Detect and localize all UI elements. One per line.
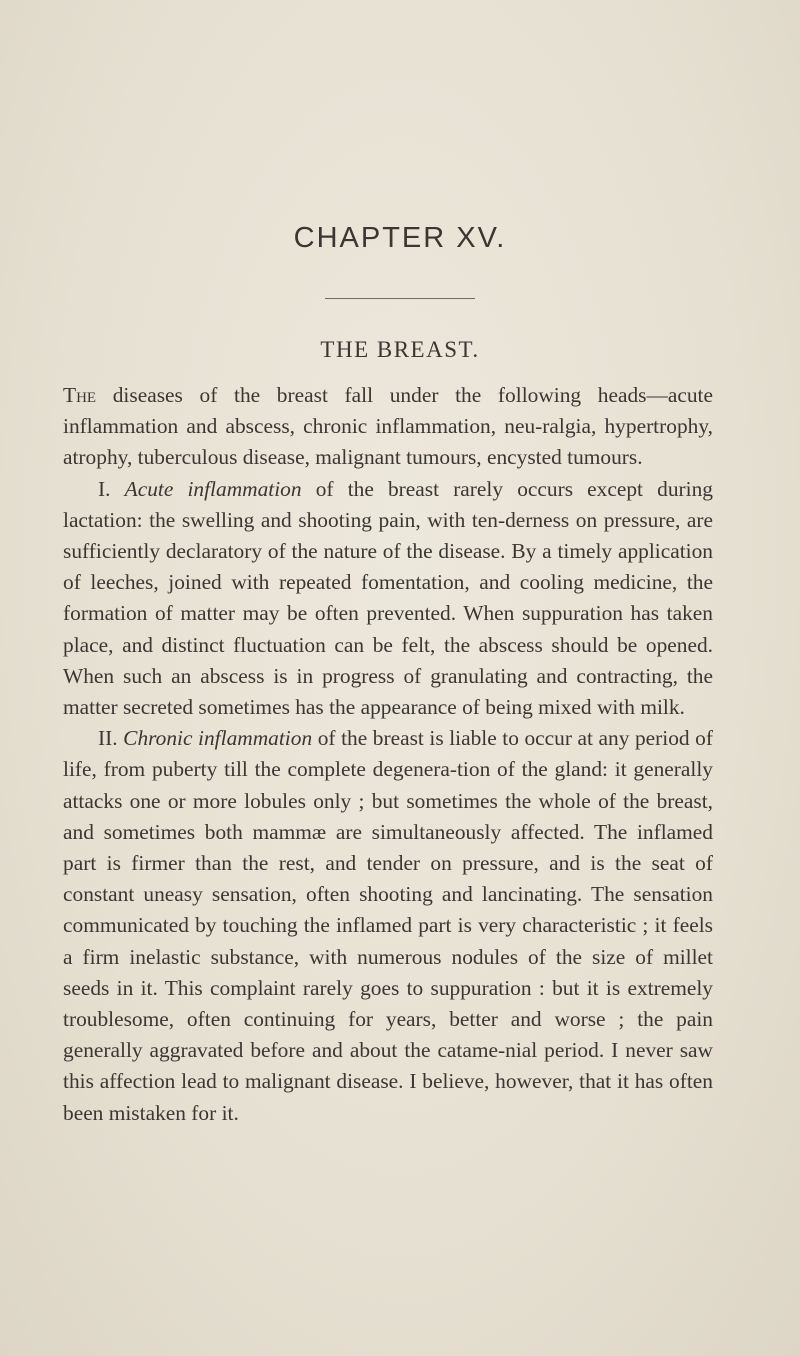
paragraph-intro-lead: The [63, 383, 97, 407]
chapter-title: CHAPTER XV. [293, 222, 507, 254]
paragraph-intro [63, 380, 713, 474]
paragraph-text: of the breast is liable to occur at any period of life, from puberty till the complete degenera-tion of the gland: it generally attacks one or more lobules only ; but sometimes the whole of the breast, and sometimes both mammæ are simultaneously affected. The inflamed part is firmer than the rest, and tender on pressure, and is the seat of constant uneasy sensation, often shooting and lancinating. The sensation communicated by touching the inflamed part is very characteristic ; it feels a firm inelastic substance, with numerous nodules of the size of millet seeds in it. This complaint rarely goes to suppuration : but it is extremely troublesome, often continuing for years, better and worse ; the pain generally aggravated before and about the catame-nial period. I never saw this affection lead to malignant disease. I believe, however, that it has often been mistaken for it. [63, 726, 713, 1125]
paragraph-chronic-inflammation [63, 723, 713, 1129]
paragraph-text: of the breast rarely occurs except during lactation: the swelling and shooting pain, with ten-derness on pressure, are sufficiently declaratory of the nature of the disease. By a timely application of leeches, joined with repeated fomentation, and cooling medicine, the formation of matter may be often prevented. When suppuration has taken place, and distinct fluctuation can be felt, the abscess should be opened. When such an abscess is in progress of granulating and contracting, the matter secreted sometimes has the appearance of being mixed with milk. [63, 476, 713, 720]
paragraph-number: I. [98, 476, 111, 501]
paragraph-heading: Acute inflammation [124, 476, 302, 501]
paragraph-number: II. [98, 726, 118, 751]
paragraph-intro-text: diseases of the breast fall under the following heads—acute inflammation and abscess, chronic inflammation, neu-ralgia, hypertrophy, atrophy, tuberculous disease, malignant tumours, encysted tumours. [63, 383, 713, 470]
chapter-body [63, 380, 713, 1129]
title-divider [325, 298, 475, 299]
section-title: THE BREAST. [320, 337, 480, 362]
paragraph-acute-inflammation [63, 474, 713, 724]
paragraph-heading: Chronic inflammation [123, 726, 313, 751]
